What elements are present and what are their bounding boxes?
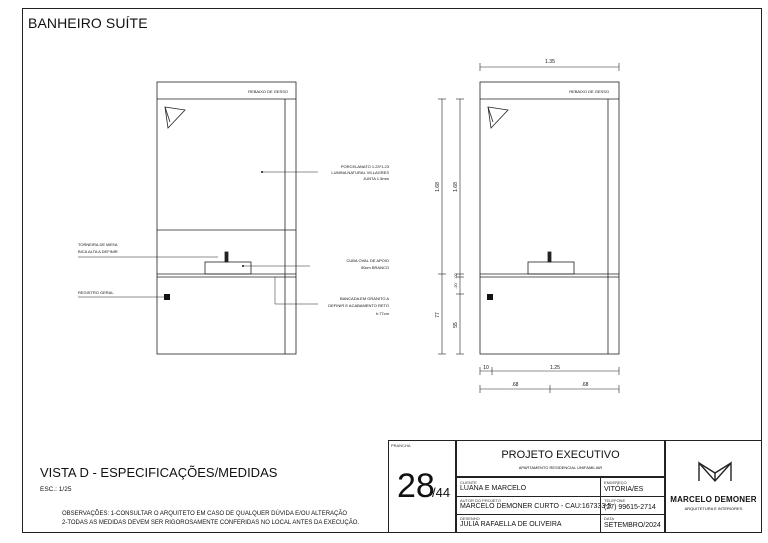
dim-base-inner: 55 xyxy=(453,322,459,328)
brand-subtitle: ARQUITETURA E INTERIORES xyxy=(684,506,743,511)
counter-note-3: h:77cm xyxy=(375,311,389,316)
left-ceiling-label: REBAIXO DE GESSO xyxy=(248,89,288,94)
tile-note-1: PORCELANATO 1.23*1.23 xyxy=(340,164,389,169)
room-title: BANHEIRO SUÍTE xyxy=(28,15,148,31)
right-elevation xyxy=(480,82,619,354)
project-subtitle: APARTAMENTO RESIDENCIAL UNIFAMILIAR xyxy=(518,465,603,470)
phone-label: TELEFONE xyxy=(604,498,626,503)
client-value: LUANA E MARCELO xyxy=(460,485,527,492)
project-title: PROJETO EXECUTIVO xyxy=(501,449,620,461)
right-register-mark xyxy=(487,294,493,300)
sheet-label: PRANCHA xyxy=(391,443,411,448)
counter-note-2: DEFINIR E ACABAMENTO RETO xyxy=(328,303,389,308)
sheet-number-box xyxy=(388,440,456,533)
dim-upper-inner: 1.68 xyxy=(453,182,459,192)
observation-line-2: 2-TODAS AS MEDIDAS DEVEM SER RIGOROSAMENTE CONFERIDAS NO LOCAL ANTES DA EXECUÇÃO. xyxy=(62,520,360,526)
left-outer-frame xyxy=(157,82,296,354)
right-door-swing-icon xyxy=(488,107,508,128)
dim-upper: 1.68 xyxy=(435,182,441,192)
drafter-value: JULIA RAFAELLA DE OLIVEIRA xyxy=(460,521,562,528)
date-label: DATA xyxy=(604,516,615,521)
observations xyxy=(62,510,359,528)
tile-note-3: JUNTA 1.5mm xyxy=(363,176,389,181)
author-label: AUTOR DO PROJETO xyxy=(460,498,501,503)
drafter-label: DESENHO xyxy=(460,516,480,521)
right-ceiling-label: REBAIXO DE GESSO xyxy=(569,89,609,94)
project-title-box xyxy=(456,440,665,477)
project-info-right xyxy=(600,477,665,533)
counter-note-1: BANCADA EM GRANITO A xyxy=(339,296,389,301)
dim-bottom-125: 1.25 xyxy=(550,365,560,371)
brand-logo-icon xyxy=(695,459,735,485)
left-door-swing-icon xyxy=(165,107,185,128)
address-label: ENDEREÇO xyxy=(604,480,627,485)
sheet-total: /44 xyxy=(432,485,451,500)
faucet-note-1: TORNEIRA DE MESA xyxy=(78,242,118,247)
right-sink-bowl xyxy=(528,262,574,274)
phone-value: (27) 99615-2714 xyxy=(604,504,656,511)
faucet-note-2: BICA ALTA A DEFINIR xyxy=(78,249,118,254)
dim-bottom-10: 10 xyxy=(483,365,489,371)
view-title: VISTA D - ESPECIFICAÇÕES/MEDIDAS xyxy=(40,465,278,480)
sheet-number: 28 xyxy=(397,467,435,505)
right-faucet xyxy=(548,252,551,262)
address-value: VITÓRIA/ES xyxy=(604,486,644,493)
left-elevation xyxy=(157,82,296,354)
dim-bottom-68b: .68 xyxy=(581,382,589,388)
sink-note-1: CUBA OVAL DE APOIO xyxy=(346,258,389,263)
scale-label: ESC.: 1/25 xyxy=(40,486,72,493)
author-value: MARCELO DEMONER CURTO - CAU:167333-5 xyxy=(460,503,612,510)
brand-box xyxy=(665,440,762,533)
dimension-lines xyxy=(438,63,619,393)
date-value: SETEMBRO/2024 xyxy=(604,522,661,529)
observation-line-1: OBSERVAÇÕES: 1-CONSULTAR O ARQUITETO EM CASO DE QUALQUER DÚVIDA E/OU ALTERAÇÃO xyxy=(62,511,348,517)
client-label: CLIENTE xyxy=(460,480,477,485)
left-leaders xyxy=(78,172,318,304)
dim-small: .02 xyxy=(453,273,458,279)
left-sink-bowl xyxy=(205,262,251,274)
brand-name: MARCELO DEMONER xyxy=(670,495,757,504)
register-note: REGISTRO GERAL xyxy=(78,290,114,295)
left-faucet xyxy=(225,252,228,262)
tile-note-2: LUMINA NATURAL VILLAGRES xyxy=(331,170,389,175)
dim-base-outer: 77 xyxy=(435,312,441,318)
dim-total-width: 1.35 xyxy=(545,59,555,65)
sink-note-2: 50cm BRANCO xyxy=(360,265,389,270)
dim-bottom-68a: .68 xyxy=(511,382,519,388)
dim-counter: .20 xyxy=(453,283,458,289)
right-outer-frame xyxy=(480,82,619,354)
